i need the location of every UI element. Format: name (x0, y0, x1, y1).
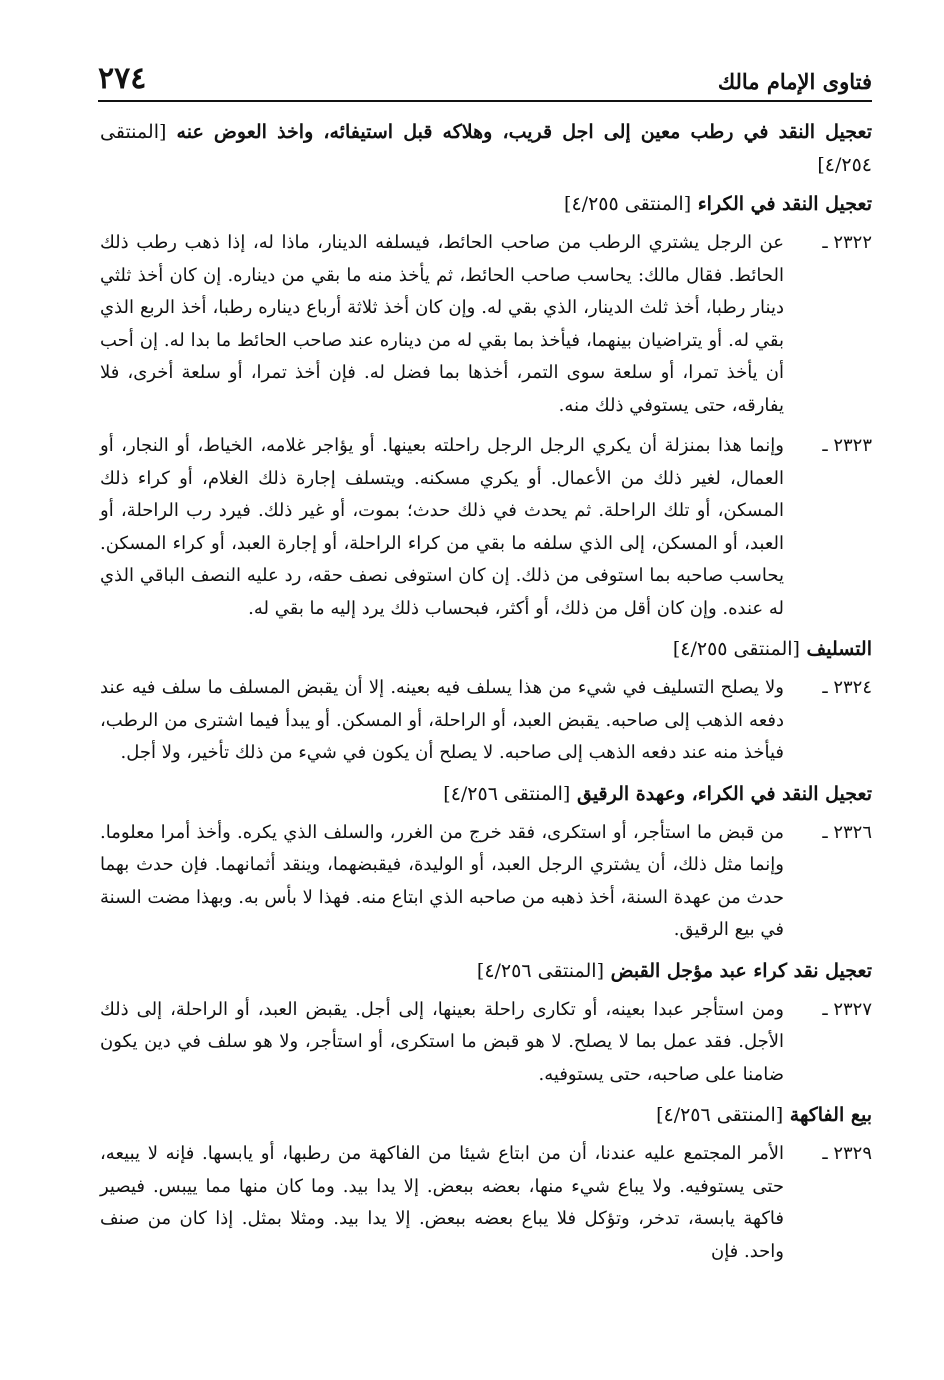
entry-text: ومن استأجر عبدا بعينه، أو تكارى راحلة بعينها، إلى أجل. يقبض العبد، أو الراحلة، إلى ذلك الأجل. فقد عمل بما لا يصلح. لا هو قبض ما استكرى، أو استأجر، ولا هو سلف في دين يكون ضامنا على صاحبه، حتى يستوفيه. (100, 998, 784, 1085)
numbered-entry (100, 1138, 872, 1268)
section-heading (100, 633, 872, 666)
section-title: تعجيل النقد في الكراء، وعهدة الرقيق (576, 782, 872, 805)
entry-number: ٢٣٢٤ ـ (822, 677, 872, 698)
section-title: تعجيل النقد في رطب معين إلى اجل قريب، وهلاكه قبل استيفائه، واخذ العوض عنه (176, 121, 872, 143)
page-header (98, 50, 872, 102)
numbered-entry (100, 227, 872, 422)
numbered-entry (100, 430, 872, 625)
entry-text: عن الرجل يشتري الرطب من صاحب الحائط، فيسلفه الدينار، ماذا له، إذا ذهب رطب ذلك الحائط. فقال مالك: يحاسب صاحب الحائط، ثم يأخذ منه ما بقي من ديناره. إن كان أخذ ثلثي دينار رطبا، أخذ ثلث الدينار، الذي بقي له. وإن كان أخذ ثلاثة أرباع ديناره رطبا، أخذ الربع الذي بقي له. أو يتراضيان بينهما، فيأخذ بما بقي له من ديناره عند صاحب الحائط ما بدا له. إن أحب أن يأخذ تمرا، أو سلعة سوى التمر، أخذها بما فضل له. فإن أخذ تمرا، أو سلعة أخرى، فلا يفارقه، حتى يستوفي ذلك منه. (100, 232, 784, 416)
entry-text: من قبض ما استأجر، أو استكرى، فقد خرج من الغرر، والسلف الذي يكره. وأخذ أمرا معلوما. وإنما مثل ذلك، أن يشتري الرجل العبد، أو الوليدة، فيقبضهما، وينقد أثمانهما. فإن حدث بهما حدث من عهدة السنة، أخذ ذهبه من صاحبه الذي ابتاع منه. فهذا لا بأس به. وبهذا مضت السنة في بيع الرقيق. (100, 821, 784, 940)
section-reference: [المنتقى ٤/٢٥٦] (443, 782, 571, 805)
entry-text: الأمر المجتمع عليه عندنا، أن من ابتاع شيئا من الفاكهة من رطبها، أو يابسها. فإنه لا يبيعه، حتى يستوفيه. ولا يباع شيء منها، بعضه ببعض. إلا يدا بيد. وما كان منها مما ييبس. فيصير فاكهة يابسة، تدخر، وتؤكل فلا يباع بعضه ببعض. إلا يدا بيد. ومثلا بمثل. إذا كان من صنف واحد. فإن (100, 1143, 784, 1262)
running-title: فتاوى الإمام مالك (717, 69, 872, 94)
entry-number: ٢٣٢٢ ـ (822, 232, 872, 253)
entry-number: ٢٣٢٣ ـ (822, 435, 872, 456)
entry-number: ٢٣٢٧ ـ (822, 998, 872, 1020)
section-reference: [المنتقى ٤/٢٥٤] (100, 121, 872, 176)
section-heading (100, 1099, 872, 1132)
section-reference: [المنتقى ٤/٢٥٥] (564, 193, 692, 215)
entry-text: وإنما هذا بمنزلة أن يكري الرجل الرجل راحلته بعينها. أو يؤاجر غلامه، الخياط، أو النجار، أو العمال، لغير ذلك من الأعمال. أو يكري مسكنه. ويتسلف إجارة ذلك الغلام، أو كراء ذلك المسكن، أو تلك الراحلة. ثم يحدث في ذلك حدث؛ بموت، أو غير ذلك. فيرد رب الراحلة، أو العبد، أو المسكن، إلى الذي سلفه ما بقي من كراء الراحلة، أو إجارة العبد، أو كراء المسكن. يحاسب صاحبه بما استوفى من ذلك. إن كان استوفى نصف حقه، رد عليه النصف الباقي الذي له عنده. وإن كان أقل من ذلك، أو أكثر، فبحساب ذلك يرد إليه ما بقي له. (100, 435, 784, 619)
entry-text: ولا يصلح التسليف في شيء من هذا يسلف فيه بعينه. إلا أن يقبض المسلف ما سلف فيه عند دفعه الذهب إلى صاحبه. يقبض العبد، أو الراحلة، أو المسكن. أو يبدأ فيما اشترى من الرطب، فيأخذ منه عند دفعه الذهب إلى صاحبه. لا يصلح أن يكون في شيء من ذلك تأخير، ولا أجل. (100, 677, 784, 763)
page-body (100, 116, 872, 1276)
section-title: تعجيل نقد كراء عبد مؤجل القبض (610, 959, 872, 982)
section-reference: [المنتقى ٤/٢٥٦] (476, 959, 604, 982)
entry-number: ٢٣٢٩ ـ (822, 1143, 872, 1164)
section-reference: [المنتقى ٤/٢٥٦] (656, 1104, 784, 1126)
entry-number: ٢٣٢٦ ـ (822, 821, 872, 843)
page-number: ٢٧٤ (98, 61, 147, 96)
section-title: بيع الفاكهة (789, 1104, 872, 1126)
numbered-entry (100, 817, 872, 947)
numbered-entry (100, 994, 872, 1092)
section-heading (100, 116, 872, 182)
section-title: التسليف (806, 638, 872, 660)
section-heading (100, 778, 872, 811)
section-heading (100, 188, 872, 221)
section-heading (100, 955, 872, 988)
section-reference: [المنتقى ٤/٢٥٥] (672, 638, 800, 660)
numbered-entry (100, 672, 872, 770)
section-title: تعجيل النقد في الكراء (697, 193, 872, 215)
